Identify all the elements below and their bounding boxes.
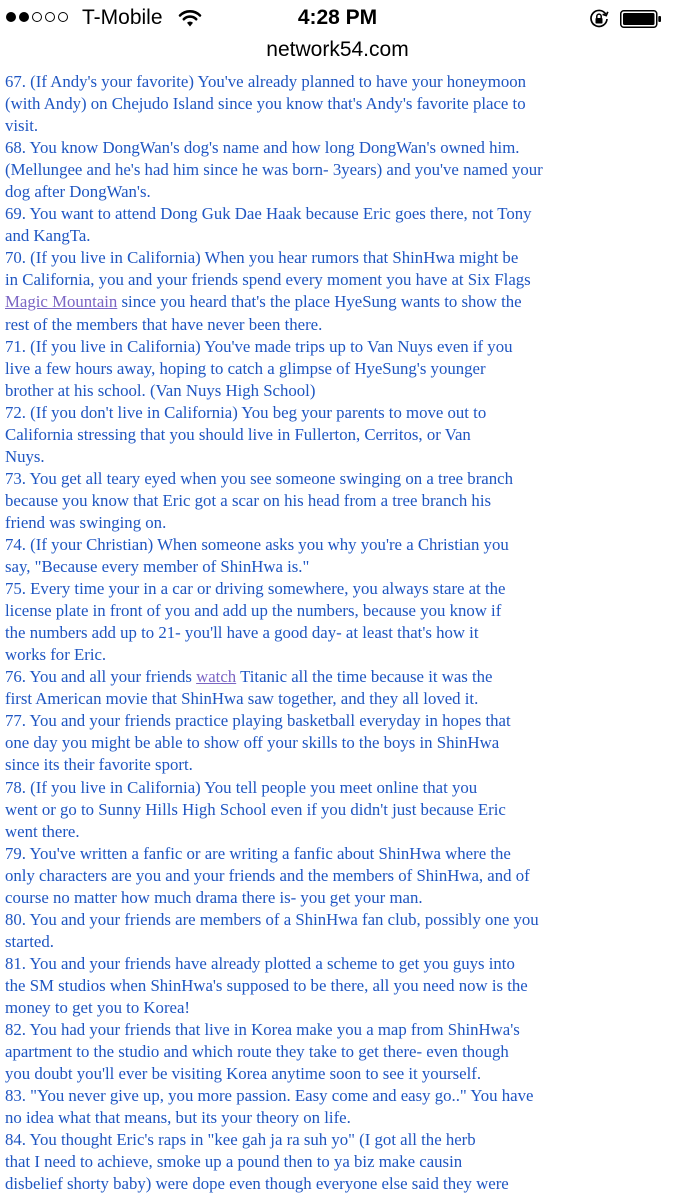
text-segment: 69. You want to attend Dong Guk Dae Haak because Eric goes there, not Tony (5, 204, 532, 224)
text-segment: in California, you and your friends spend every moment you have at Six Flags (5, 270, 531, 290)
text-segment: the SM studios when ShinHwa's supposed to be there, all you need now is the (5, 975, 528, 995)
text-segment: apartment to the studio and which route they take to get there- even though (5, 1042, 509, 1062)
text-line (5, 490, 670, 512)
text-line (5, 1107, 670, 1129)
text-segment: (Mellungee and he's had him since he was born- 3years) and you've named your (5, 160, 543, 180)
text-line (5, 975, 670, 997)
text-line (5, 666, 670, 688)
text-line (5, 887, 670, 909)
text-segment: friend was swinging on. (5, 512, 167, 532)
url-bar[interactable] (0, 38, 675, 68)
text-segment: Titanic all the time because it was the (236, 667, 493, 687)
text-segment: since you heard that's the place HyeSung wants to show the (117, 292, 522, 312)
page-content (5, 71, 670, 1195)
text-line (5, 225, 670, 247)
text-line (5, 556, 670, 578)
text-segment: course no matter how much drama there is- you get your man. (5, 887, 423, 907)
text-line (5, 1019, 670, 1041)
text-segment: 68. You know DongWan's dog's name and how long DongWan's owned him. (5, 138, 520, 158)
text-segment: (with Andy) on Chejudo Island since you know that's Andy's favorite place to (5, 94, 526, 114)
text-segment: 80. You and your friends are members of a ShinHwa fan club, possibly one you (5, 909, 539, 929)
text-line (5, 688, 670, 710)
text-line (5, 622, 670, 644)
orientation-lock-icon (588, 8, 610, 35)
text-segment: went there. (5, 821, 80, 841)
text-segment: you doubt you'll ever be visiting Korea anytime soon to see it yourself. (5, 1064, 482, 1084)
text-line (5, 71, 670, 93)
text-segment: works for Eric. (5, 645, 107, 665)
text-segment: 75. Every time your in a car or driving somewhere, you always stare at the (5, 579, 506, 599)
text-segment: rest of the members that have never been there. (5, 314, 323, 334)
text-line (5, 1151, 670, 1173)
status-bar (0, 0, 675, 38)
text-segment: one day you might be able to show off your skills to the boys in ShinHwa (5, 733, 500, 753)
text-line (5, 159, 670, 181)
text-segment: 74. (If your Christian) When someone asks you why you're a Christian you (5, 534, 509, 554)
text-segment: disbelief shorty baby) were dope even though everyone else said they were (5, 1174, 509, 1194)
text-line (5, 512, 670, 534)
text-link[interactable]: Magic Mountain (5, 292, 118, 312)
text-line (5, 424, 670, 446)
text-segment: 84. You thought Eric's raps in "kee gah ja ra suh yo" (I got all the herb (5, 1130, 476, 1150)
text-segment: dog after DongWan's. (5, 182, 151, 202)
text-segment: 71. (If you live in California) You've made trips up to Van Nuys even if you (5, 336, 513, 356)
text-line (5, 468, 670, 490)
carrier-name: T-Mobile (82, 6, 163, 29)
text-line (5, 137, 670, 159)
text-segment: went or go to Sunny Hills High School even if you didn't just because Eric (5, 799, 506, 819)
text-segment: 79. You've written a fanfic or are writing a fanfic about ShinHwa where the (5, 843, 511, 863)
text-segment: Nuys. (5, 446, 45, 466)
text-segment: started. (5, 931, 54, 951)
text-line (5, 534, 670, 556)
text-line (5, 909, 670, 931)
text-segment: 70. (If you live in California) When you hear rumors that ShinHwa might be (5, 248, 519, 268)
text-line (5, 402, 670, 424)
text-line (5, 446, 670, 468)
text-segment: 76. You and all your friends (5, 667, 197, 687)
url-text: network54.com (266, 38, 409, 61)
text-line (5, 336, 670, 358)
text-line (5, 314, 670, 336)
text-segment: only characters are you and your friends and the members of ShinHwa, and of (5, 865, 530, 885)
text-line (5, 997, 670, 1019)
text-line (5, 732, 670, 754)
text-segment: 82. You had your friends that live in Korea make you a map from ShinHwa's (5, 1020, 520, 1040)
text-line (5, 358, 670, 380)
text-segment: first American movie that ShinHwa saw together, and they all loved it. (5, 689, 479, 709)
text-line (5, 777, 670, 799)
battery-icon (620, 10, 662, 28)
text-segment: the numbers add up to 21- you'll have a good day- at least that's how it (5, 623, 479, 643)
text-line (5, 203, 670, 225)
text-line (5, 247, 670, 269)
text-line (5, 843, 670, 865)
text-line (5, 181, 670, 203)
text-line (5, 799, 670, 821)
text-segment: say, "Because every member of ShinHwa is." (5, 557, 310, 577)
text-segment: 77. You and your friends practice playing basketball everyday in hopes that (5, 711, 511, 731)
text-segment: 81. You and your friends have already plotted a scheme to get you guys into (5, 953, 515, 973)
text-line (5, 380, 670, 402)
text-line (5, 1063, 670, 1085)
text-line (5, 865, 670, 887)
text-link[interactable]: watch (196, 667, 237, 687)
text-segment: California stressing that you should live in Fullerton, Cerritos, or Van (5, 424, 471, 444)
text-segment: 73. You get all teary eyed when you see someone swinging on a tree branch (5, 468, 513, 488)
text-segment: brother at his school. (Van Nuys High School) (5, 380, 316, 400)
text-segment: 78. (If you live in California) You tell people you meet online that you (5, 777, 478, 797)
text-segment: because you know that Eric got a scar on his head from a tree branch his (5, 490, 492, 510)
text-segment: no idea what that means, but its your theory on life. (5, 1108, 351, 1128)
text-line (5, 644, 670, 666)
text-segment: that I need to achieve, smoke up a pound then to ya biz make causin (5, 1152, 463, 1172)
text-line (5, 1085, 670, 1107)
text-line (5, 291, 670, 313)
text-line (5, 578, 670, 600)
text-segment: live a few hours away, hoping to catch a glimpse of HyeSung's younger (5, 358, 486, 378)
text-line (5, 821, 670, 843)
text-segment: 72. (If you don't live in California) You beg your parents to move out to (5, 402, 487, 422)
text-line (5, 93, 670, 115)
text-segment: visit. (5, 116, 39, 136)
text-line (5, 1041, 670, 1063)
text-line (5, 931, 670, 953)
text-line (5, 1129, 670, 1151)
text-segment: license plate in front of you and add up the numbers, because you know if (5, 601, 502, 621)
text-segment: 83. "You never give up, you more passion. Easy come and easy go.." You have (5, 1086, 534, 1106)
text-line (5, 115, 670, 137)
text-segment: and KangTa. (5, 226, 91, 246)
text-line (5, 953, 670, 975)
text-line (5, 269, 670, 291)
text-segment: 67. (If Andy's your favorite) You've already planned to have your honeymoon (5, 72, 527, 91)
text-line (5, 600, 670, 622)
text-line (5, 710, 670, 732)
text-segment: money to get you to Korea! (5, 997, 191, 1017)
text-line (5, 754, 670, 776)
text-segment: since its their favorite sport. (5, 755, 193, 775)
clock: 4:28 PM (297, 6, 378, 29)
text-line (5, 1173, 670, 1195)
